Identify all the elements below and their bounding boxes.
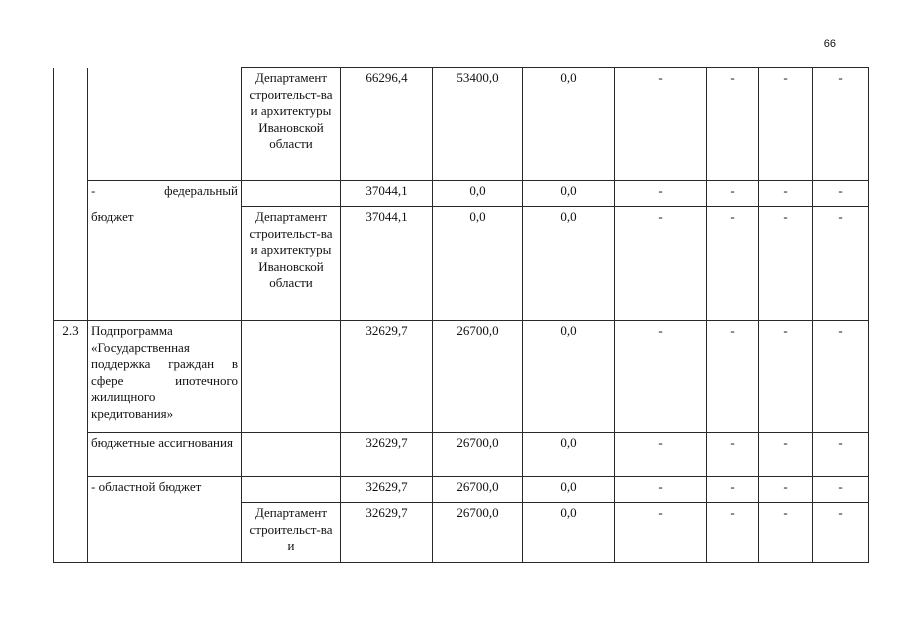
value-cell: - xyxy=(615,503,707,563)
row-number-cell xyxy=(54,503,88,563)
value-cell: - xyxy=(759,321,813,433)
row-number-cell xyxy=(54,477,88,503)
executor-cell xyxy=(242,433,341,477)
executor-cell: Департамент строительст-ва и архитектуры Ивановской области xyxy=(242,207,341,321)
value-cell: 37044,1 xyxy=(341,181,433,207)
executor-cell: Департамент строительст-ва и xyxy=(242,503,341,563)
value-cell: - xyxy=(759,433,813,477)
value-cell: - xyxy=(707,181,759,207)
value-cell: 26700,0 xyxy=(433,477,523,503)
value-cell: - xyxy=(615,181,707,207)
table-row xyxy=(54,503,869,563)
row-number-cell xyxy=(54,181,88,207)
value-cell: 26700,0 xyxy=(433,321,523,433)
value-cell: 0,0 xyxy=(523,503,615,563)
value-cell: 0,0 xyxy=(523,207,615,321)
item-name-cell: - областной бюджет xyxy=(88,477,242,503)
item-name-cell xyxy=(88,68,242,181)
value-cell: 0,0 xyxy=(523,68,615,181)
value-cell: - xyxy=(759,503,813,563)
item-name-cell xyxy=(88,181,242,207)
executor-cell xyxy=(242,181,341,207)
value-cell: - xyxy=(615,68,707,181)
item-name-word: федеральный xyxy=(164,183,238,198)
value-cell: 0,0 xyxy=(523,433,615,477)
value-cell: 0,0 xyxy=(433,181,523,207)
value-cell: - xyxy=(615,433,707,477)
value-cell: - xyxy=(759,477,813,503)
value-cell: 0,0 xyxy=(523,477,615,503)
table-row xyxy=(54,181,869,207)
value-cell: - xyxy=(759,68,813,181)
value-cell: - xyxy=(813,321,869,433)
value-cell: - xyxy=(615,207,707,321)
table-row xyxy=(54,477,869,503)
table-row xyxy=(54,68,869,181)
table-row xyxy=(54,207,869,321)
item-name-dash: - xyxy=(91,183,96,198)
value-cell: 66296,4 xyxy=(341,68,433,181)
executor-cell xyxy=(242,321,341,433)
value-cell: 26700,0 xyxy=(433,433,523,477)
value-cell: - xyxy=(707,68,759,181)
value-cell: - xyxy=(813,477,869,503)
value-cell: - xyxy=(813,503,869,563)
executor-cell xyxy=(242,477,341,503)
budget-table xyxy=(53,67,869,563)
value-cell: - xyxy=(813,68,869,181)
value-cell: - xyxy=(707,503,759,563)
row-number-cell xyxy=(54,433,88,477)
item-name-cell: бюджет xyxy=(88,207,242,321)
value-cell: - xyxy=(615,321,707,433)
item-name-cell xyxy=(88,503,242,563)
table-row xyxy=(54,321,869,433)
value-cell: - xyxy=(615,477,707,503)
value-cell: - xyxy=(707,321,759,433)
value-cell: 37044,1 xyxy=(341,207,433,321)
value-cell: 26700,0 xyxy=(433,503,523,563)
row-number-cell xyxy=(54,68,88,181)
value-cell: - xyxy=(759,207,813,321)
value-cell: - xyxy=(707,433,759,477)
row-number-cell xyxy=(54,207,88,321)
value-cell: - xyxy=(707,477,759,503)
value-cell: - xyxy=(813,181,869,207)
item-name-cell: бюджетные ассигнования xyxy=(88,433,242,477)
row-number-cell: 2.3 xyxy=(54,321,88,433)
value-cell: 53400,0 xyxy=(433,68,523,181)
value-cell: 0,0 xyxy=(433,207,523,321)
executor-cell: Департамент строительст-ва и архитектуры Ивановской области xyxy=(242,68,341,181)
value-cell: 32629,7 xyxy=(341,433,433,477)
value-cell: - xyxy=(759,181,813,207)
value-cell: 0,0 xyxy=(523,321,615,433)
value-cell: 32629,7 xyxy=(341,321,433,433)
table-row xyxy=(54,433,869,477)
value-cell: - xyxy=(707,207,759,321)
page-number: 66 xyxy=(823,38,836,50)
value-cell: - xyxy=(813,433,869,477)
value-cell: 0,0 xyxy=(523,181,615,207)
item-name-cell: Подпрограмма «Государственная поддержка граждан в сфере ипотечного жилищного кредитования» xyxy=(88,321,242,433)
value-cell: 32629,7 xyxy=(341,503,433,563)
value-cell: 32629,7 xyxy=(341,477,433,503)
value-cell: - xyxy=(813,207,869,321)
